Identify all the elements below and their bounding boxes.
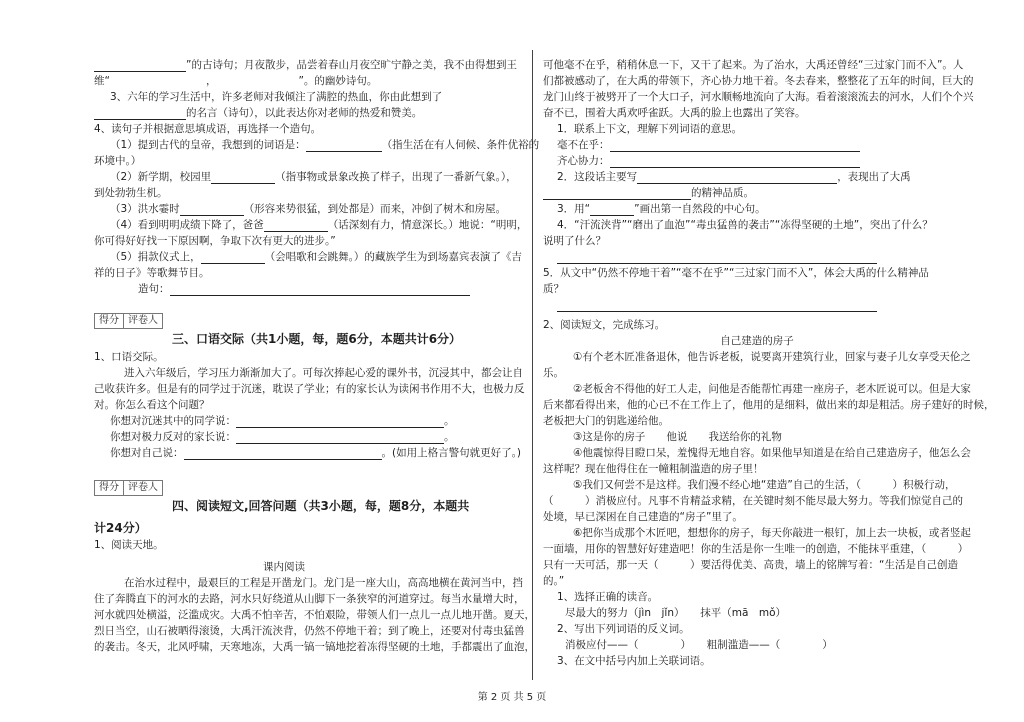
answer-blank[interactable] [306, 141, 382, 152]
text-line: 烈日当空，山石被晒得滚烫，大禹汗流浃背，仍然不停地干着；到了晚上，还要对付毒虫猛兽 [94, 625, 525, 637]
text-line: 乐。 [543, 367, 564, 379]
text-line: （3）洪水霎时 （形容来势很猛，到处都是）而来，冲倒了树木和房屋。 [110, 203, 507, 215]
text-line: 只有一天可活，那一天（ ）要活得优美、高贵，墙上的铭牌写着：“生活是自己创造 [543, 559, 958, 571]
text-line: 你可得好好找一下原因啊，争取下次有更大的进步。” [94, 235, 336, 247]
question-1: 1、选择正确的读音。 [557, 591, 659, 603]
text-line: 3、六年的学习生活中，许多老师对我倾注了满腔的热血，你由此想到了 [110, 91, 443, 103]
text-line: 你想对自己说： 。(如用上格言警句就更好了。) [110, 447, 521, 459]
answer-blank[interactable] [180, 205, 244, 216]
question-3: 3、在文中括号内加上关联词语。 [557, 655, 711, 667]
question-1: 1．联系上下文，理解下列词语的意思。 [557, 123, 743, 135]
text-line: 奋不已，围着大禹欢呼雀跃。大禹的脸上也露出了笑容。 [543, 107, 806, 119]
text-line: 环境中。） [94, 155, 142, 167]
text-line: 后来都看得出来，他的心已不在工作上了，他用的是细料，做出来的却是粗活。房子建好的时候， [543, 399, 995, 411]
answer-blank[interactable] [637, 173, 837, 184]
text-line: （1）提到古代的皇帝，我想到的词语是： （指生活在有人伺候、条件优裕的 [110, 139, 540, 151]
answer-blank[interactable] [236, 433, 444, 444]
text-line: 龙门山终于被劈开了一个大口子，河水顺畅地流向了大海。看着滚滚流去的河水，人们个个兴 [543, 91, 974, 103]
score-box: 得分 评卷人 [94, 480, 163, 496]
text-line: 5．从文中“仍然不停地干着”“毫不在乎”“三过家门而不入”，体会大禹的什么精神品 [543, 267, 929, 279]
answer-line [557, 298, 877, 312]
text-line: 说明了什么？ [543, 235, 606, 247]
text-line: 维“ ， ”。的幽妙诗句。 [94, 75, 378, 87]
text-line: 可他毫不在乎，稍稍休息一下，又干了起来。为了治水，大禹还曾经“三过家门而不入”。人 [543, 59, 964, 71]
question-oral: 1、口语交际。 [94, 351, 164, 363]
sentence-making: 造句： [138, 282, 470, 296]
answer-blank[interactable] [557, 253, 877, 264]
section-4-title: 四、阅读短文,回答问题（共3小题，每，题8分，本题共 [172, 499, 470, 513]
text-line: 住了奔腾直下的河水的去路，河水只好绕道从山脚下一条狭窄的河道穿过。每当水量增大时， [94, 593, 525, 605]
text-line: 的名言（诗句），以此表达你对老师的热爱和赞美。 [94, 106, 422, 120]
text-line: （2）新学期，校园里 （指事物或景象改换了样子，出现了一番新气象。）， [110, 171, 517, 183]
text-line: （5）捐款仪式上， （会唱歌和会跳舞。）的藏族学生为到场嘉宾表演了《吉 [110, 251, 522, 263]
text-line: 在治水过程中，最艰巨的工程是开凿龙门。龙门是一座大山，高高地横在黄河当中，挡 [124, 577, 523, 589]
question-3: 3．用“ ”画出第一自然段的中心句。 [557, 203, 766, 215]
text-line: 你想对极力反对的家长说： 。 [110, 431, 455, 443]
text-line: ④他震惊得目瞪口呆，羞愧得无地自容。如果他早知道是在给自己建造房子，他怎么会 [573, 447, 971, 459]
answer-blank[interactable] [610, 141, 860, 152]
answer-blank[interactable] [264, 221, 328, 232]
text-line: ⑥把你当成那个木匠吧，想想你的房子，每天你敲进一根钉，加上去一块板，或者竖起 [573, 527, 971, 539]
answer-blank[interactable] [543, 189, 691, 200]
reading-title: 课内阅读 [263, 561, 305, 573]
text-line: 们都被感动了，在大禹的带领下，齐心协力地干着。冬去春来，整整花了五年的时间，巨大的 [543, 75, 974, 87]
text-line: ⑤我们又何尝不是这样。我们漫不经心地“建造”自己的生活，（ ）积极行动， [573, 479, 956, 491]
answer-blank[interactable] [94, 109, 186, 120]
answer-blank[interactable] [170, 285, 470, 296]
question-4: 4．“汗流浃背”“磨出了血泡”“毒虫猛兽的袭击”“冻得坚硬的土地”，突出了什么？ [557, 219, 933, 231]
text-line: 质？ [543, 283, 564, 295]
score-box: 得分 评卷人 [94, 313, 163, 329]
question-2: 2、写出下列词语的反义词。 [557, 623, 690, 635]
text-line: 进入六年级后，学习压力渐渐加大了。可每次捧起心爱的课外书，沉浸其中，都会让自 [124, 367, 523, 379]
text-line: 毫不在乎： [557, 138, 860, 152]
text-line: 消极应付——（ ） 粗制滥造——（ ） [565, 639, 833, 651]
text-line: 河水就四处横溢，泛滥成灾。大禹不怕辛苦，不怕艰险，带领人们一点儿一点儿地开凿。夏天， [94, 609, 535, 621]
answer-blank[interactable] [94, 61, 186, 72]
text-line: 祥的日子》等歌舞节目。 [94, 267, 210, 279]
text-line: 到处勃勃生机。 [94, 187, 168, 199]
question-reading-1: 1、阅读天地。 [94, 539, 164, 551]
text-line: ③这是你的房子 他说 我送给你的礼物 [573, 431, 782, 443]
text-line: 一面墙，用你的智慧好好建造吧！你的生活是你一生唯一的创造，不能抹平重建，（ ） [543, 543, 969, 555]
answer-blank[interactable] [201, 253, 265, 264]
answer-blank[interactable] [211, 173, 275, 184]
text-line: 的。” [543, 575, 565, 587]
answer-line [557, 250, 877, 264]
text-line: 老板把大门的钥匙递给他。 [543, 415, 669, 427]
text-line: ”的古诗句；月夜散步，品尝着春山月夜空旷宁静之美，我不由得想到王 [94, 58, 517, 72]
page-footer: 第 2 页 共 5 页 [477, 692, 547, 703]
text-line: 你想对沉迷其中的同学说： 。 [110, 415, 455, 427]
section-4-title-cont: 计24分） [94, 521, 147, 535]
answer-blank[interactable] [590, 205, 634, 216]
text-line: （ ）消极应付。凡事不肯精益求精，在关键时刻不能尽最大努力。等我们惊觉自己的 [543, 495, 963, 507]
text-line: ②老板舍不得他的好工人走，问他是否能帮忙再建一座房子，老木匠说可以。但是大家 [573, 383, 971, 395]
text-line: 对。你怎么看这个问题？ [94, 399, 210, 411]
section-3-title: 三、口语交际（共1小题，每，题6分，本题共计6分） [172, 332, 462, 346]
answer-blank[interactable] [610, 157, 860, 168]
text-line: 尽最大的努力（jìn jǐn） 抹平（mā mǒ） [565, 607, 787, 619]
text-line: 的精神品质。 [543, 186, 754, 200]
text-line: 的袭击。冬天，北风呼啸，天寒地冻，大禹一镐一镐地挖着冻得坚硬的土地，手都震出了血泡， [94, 641, 535, 653]
text-line: 齐心协力： [557, 154, 860, 168]
text-line: ①有个老木匠准备退休，他告诉老板，说要离开建筑行业，回家与妻子儿女享受天伦之 [573, 351, 971, 363]
question-2: 2．这段话主要写 ，表现出了大禹 [557, 171, 911, 183]
answer-blank[interactable] [184, 449, 382, 460]
answer-blank[interactable] [557, 301, 877, 312]
story-title: 自己建造的房子 [720, 335, 794, 347]
text-line: 这样呢？现在他得住在一幢粗制滥造的房子里！ [543, 463, 764, 475]
question-reading-2: 2、阅读短文，完成练习。 [543, 319, 666, 331]
text-line: （4）看到明明成绩下降了，爸爸 （话深刻有力，情意深长。）地说：“明明， [110, 219, 528, 231]
text-line: 处境，早已深困在自己建造的“房子”里了。 [543, 511, 743, 523]
answer-blank[interactable] [236, 417, 444, 428]
question-4: 4、读句子并根据意思填成语，再选择一个造句。 [94, 123, 322, 135]
text-line: 己收获许多。但是有的同学过于沉迷，耽误了学业；有的家长认为读闲书作用不大，也极力反 [94, 383, 525, 395]
